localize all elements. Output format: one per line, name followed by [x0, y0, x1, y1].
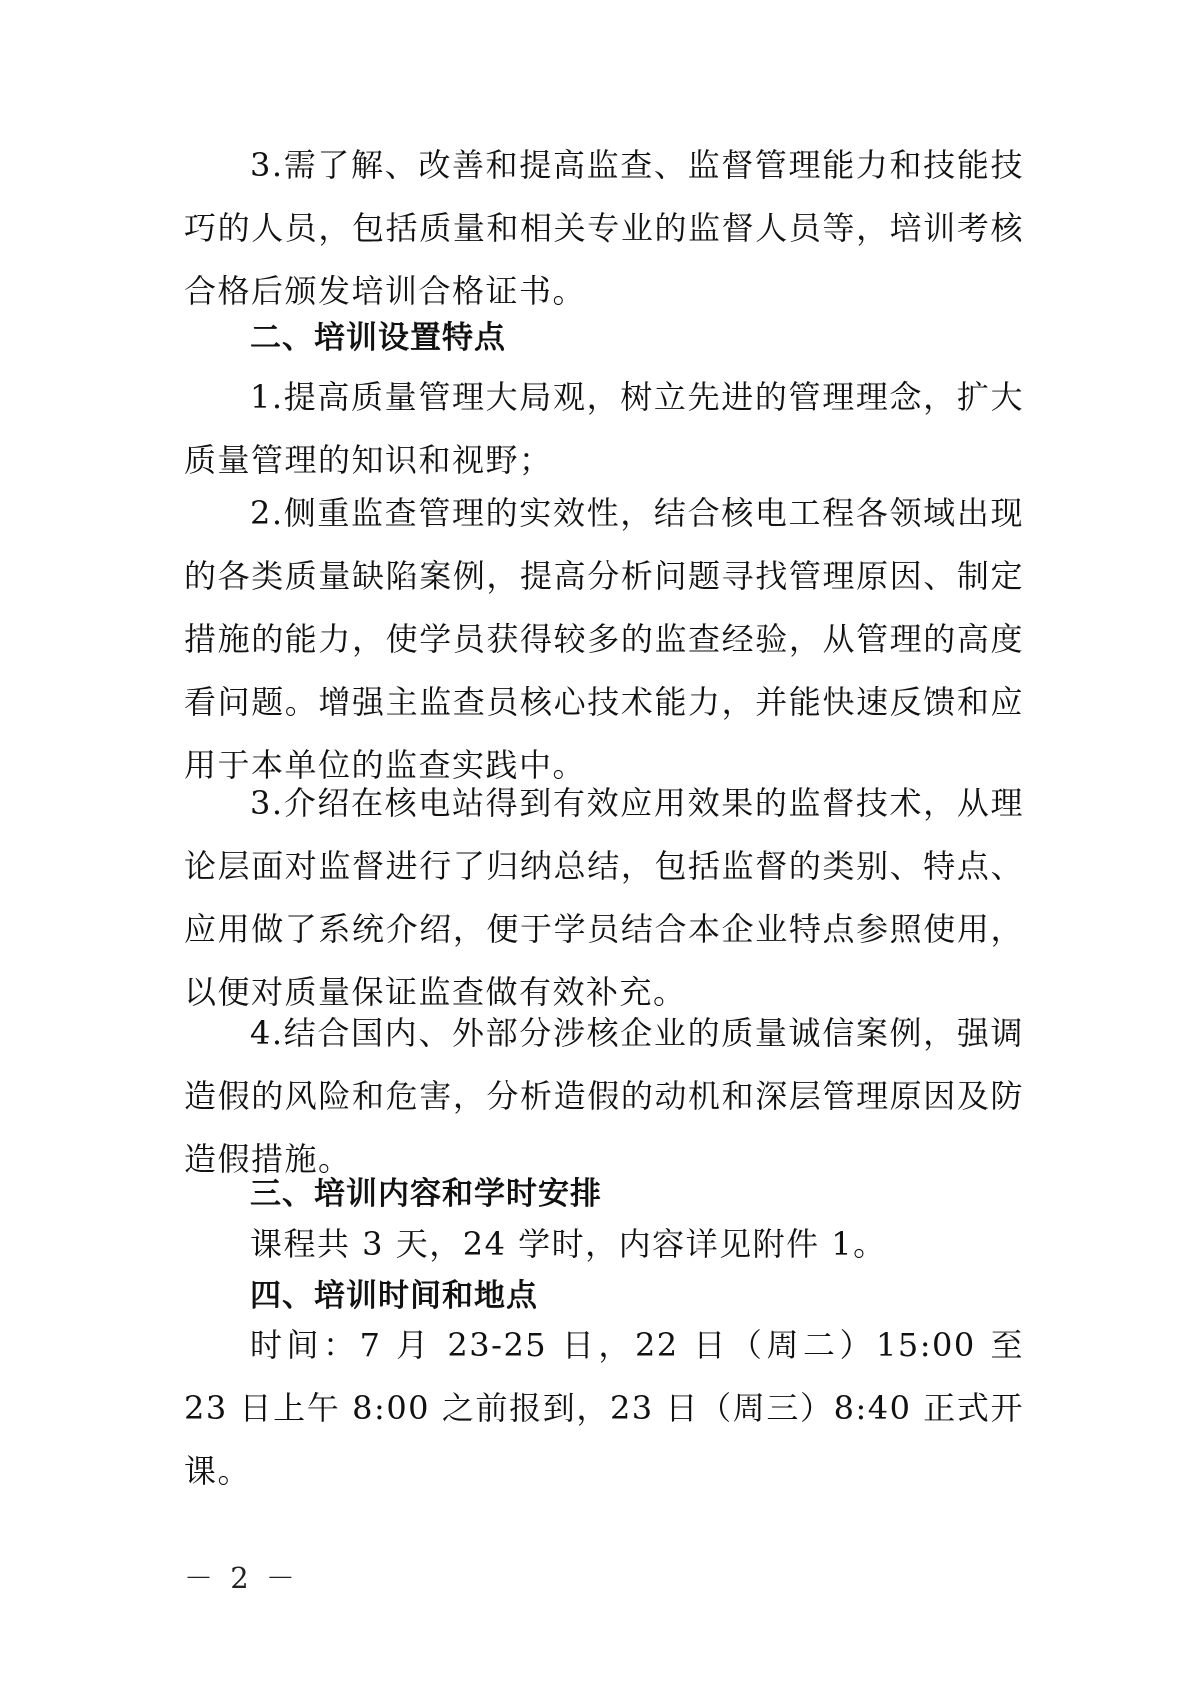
section-heading-training-features: 二、培训设置特点 [250, 320, 506, 356]
section-heading-content-schedule: 三、培训内容和学时安排 [250, 1176, 602, 1212]
paragraph-feature-3: 3.介绍在核电站得到有效应用效果的监督技术，从理论层面对监督进行了归纳总结，包括监督的类别、特点、应用做了系统介绍，便于学员结合本企业特点参照使用，以便对质量保证监查做有效补充。 [184, 784, 1024, 1011]
paragraph-training-time: 时间：7 月 23-25 日，22 日（周二）15:00 至 23 日上午 8:00 之前报到，23 日（周三）8:40 正式开课。 [184, 1326, 1024, 1490]
paragraph-feature-1: 1.提高质量管理大局观，树立先进的管理理念，扩大质量管理的知识和视野； [184, 378, 1024, 479]
section-heading-time-location: 四、培训时间和地点 [250, 1278, 538, 1314]
document-page [184, 0, 1024, 1697]
page-number: － 2 － [184, 1561, 299, 1595]
paragraph-trainee-category-3: 3.需了解、改善和提高监查、监督管理能力和技能技巧的人员，包括质量和相关专业的监督人员等，培训考核合格后颁发培训合格证书。 [184, 146, 1024, 310]
paragraph-feature-2: 2.侧重监查管理的实效性，结合核电工程各领域出现的各类质量缺陷案例，提高分析问题寻找管理原因、制定措施的能力，使学员获得较多的监查经验，从管理的高度看问题。增强主监查员核心技术能力，并能快速反馈和应用于本单位的监查实践中。 [184, 494, 1024, 784]
course-summary-line: 课程共 3 天，24 学时，内容详见附件 1。 [250, 1225, 887, 1263]
paragraph-feature-4: 4.结合国内、外部分涉核企业的质量诚信案例，强调造假的风险和危害，分析造假的动机和深层管理原因及防造假措施。 [184, 1014, 1024, 1178]
